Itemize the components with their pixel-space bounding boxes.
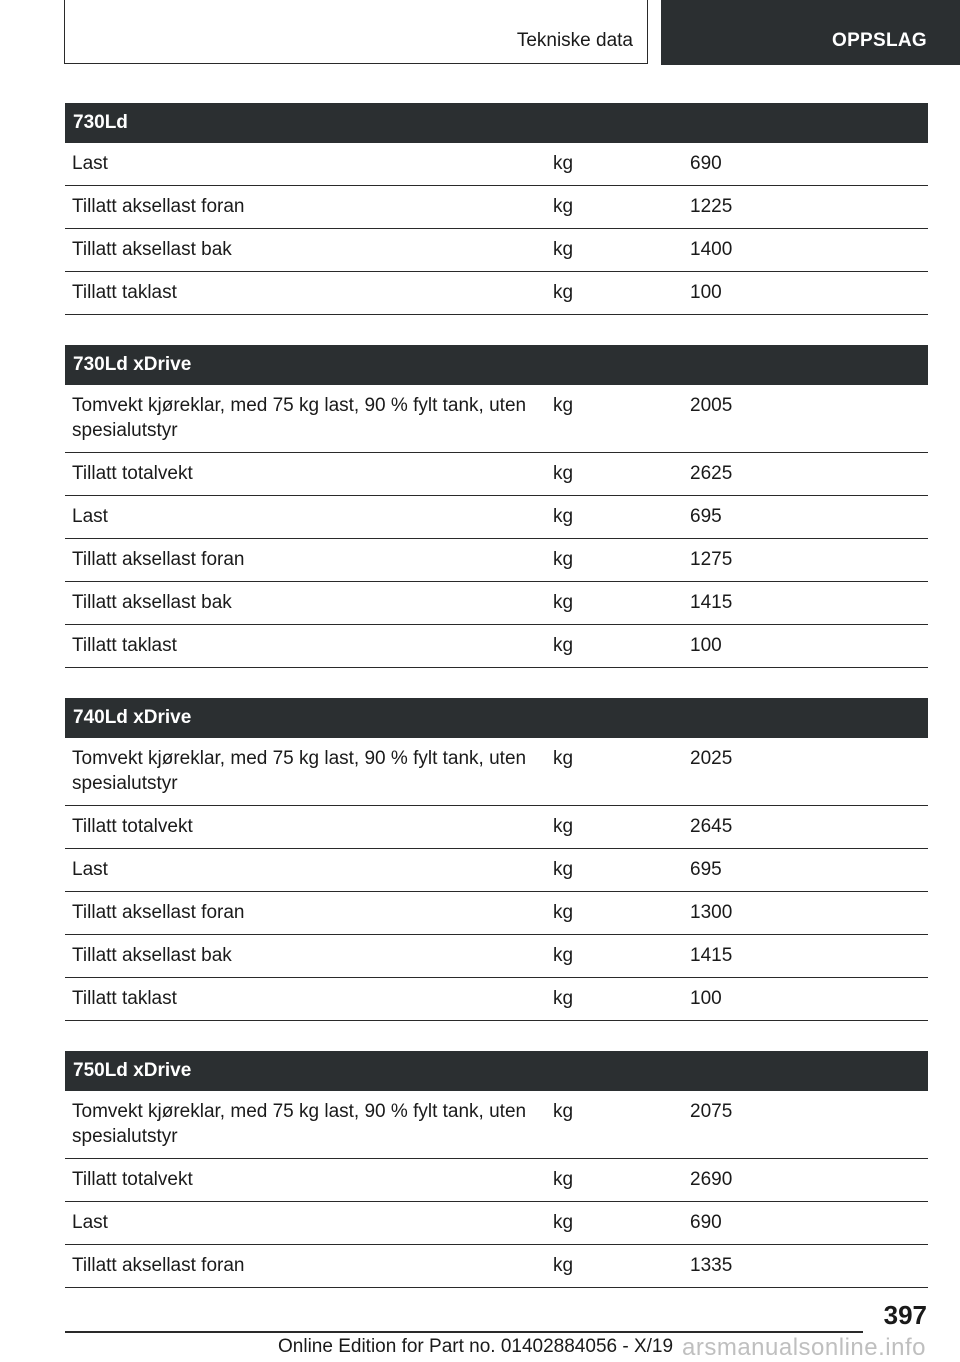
row-unit: kg [553, 816, 574, 837]
row-unit: kg [553, 153, 574, 174]
header-section-box [64, 0, 648, 64]
row-unit: kg [553, 239, 574, 260]
spec-tables [65, 103, 928, 1318]
row-label: Tillatt aksellast foran [72, 196, 245, 217]
row-label: Tomvekt kjøreklar, med 75 kg last, 90 % fylt tank, uten spesialutstyr [72, 748, 527, 794]
row-value: 1225 [690, 196, 733, 217]
row-value: 100 [690, 635, 722, 656]
row-label: Tillatt aksellast bak [72, 592, 232, 613]
row-value: 2005 [690, 395, 733, 416]
row-label: Tillatt taklast [72, 988, 177, 1009]
table-title: 740Ld xDrive [65, 698, 928, 738]
row-value: 2625 [690, 463, 733, 484]
row-label: Tillatt totalvekt [72, 816, 193, 837]
row-value: 1415 [690, 945, 733, 966]
row-value: 1335 [690, 1255, 733, 1276]
row-label: Last [72, 506, 108, 527]
row-unit: kg [553, 463, 574, 484]
row-label: Tillatt taklast [72, 635, 177, 656]
table-row [65, 272, 928, 315]
row-value: 100 [690, 988, 722, 1009]
row-unit: kg [553, 506, 574, 527]
row-unit: kg [553, 902, 574, 923]
row-label: Last [72, 1212, 108, 1233]
table-row [65, 892, 928, 935]
row-unit: kg [553, 945, 574, 966]
table-title: 730Ld xDrive [65, 345, 928, 385]
page-header [0, 0, 960, 66]
row-label: Tillatt aksellast foran [72, 549, 245, 570]
table-row [65, 1202, 928, 1245]
row-unit: kg [553, 988, 574, 1009]
row-value: 100 [690, 282, 722, 303]
footer-edition-text: Online Edition for Part no. 01402884056 - X/19 [278, 1336, 674, 1357]
row-label: Tillatt taklast [72, 282, 177, 303]
spec-table [65, 698, 928, 1021]
row-value: 2645 [690, 816, 733, 837]
row-value: 2075 [690, 1101, 733, 1122]
page-number: 397 [883, 1300, 927, 1330]
row-label: Tillatt aksellast foran [72, 1255, 245, 1276]
row-value: 695 [690, 859, 722, 880]
spec-table [65, 345, 928, 668]
row-unit: kg [553, 1169, 574, 1190]
row-unit: kg [553, 748, 574, 769]
spec-table [65, 103, 928, 315]
watermark: arsmanualsonline.info [682, 1334, 926, 1361]
header-chapter-label: OPPSLAG [831, 30, 927, 51]
header-chapter-box [661, 0, 960, 65]
row-label: Tillatt aksellast foran [72, 902, 245, 923]
header-section-label: Tekniske data [516, 30, 633, 51]
table-row [65, 1091, 928, 1159]
footer-divider [65, 1331, 863, 1333]
table-row [65, 1159, 928, 1202]
table-row [65, 849, 928, 892]
row-unit: kg [553, 1212, 574, 1233]
row-unit: kg [553, 859, 574, 880]
table-row [65, 738, 928, 806]
row-label: Tomvekt kjøreklar, med 75 kg last, 90 % fylt tank, uten spesialutstyr [72, 395, 527, 441]
row-unit: kg [553, 1101, 574, 1122]
table-row [65, 935, 928, 978]
row-label: Tillatt totalvekt [72, 463, 193, 484]
row-value: 2690 [690, 1169, 733, 1190]
row-label: Last [72, 859, 108, 880]
row-label: Tillatt aksellast bak [72, 945, 232, 966]
row-value: 1275 [690, 549, 733, 570]
row-value: 695 [690, 506, 722, 527]
table-row [65, 806, 928, 849]
table-title: 730Ld [65, 103, 928, 143]
table-row [65, 385, 928, 453]
row-unit: kg [553, 592, 574, 613]
row-label: Last [72, 153, 108, 174]
table-row [65, 625, 928, 668]
table-row [65, 978, 928, 1021]
row-unit: kg [553, 282, 574, 303]
table-row [65, 186, 928, 229]
table-title: 750Ld xDrive [65, 1051, 928, 1091]
table-row [65, 496, 928, 539]
row-unit: kg [553, 196, 574, 217]
row-unit: kg [553, 1255, 574, 1276]
row-label: Tomvekt kjøreklar, med 75 kg last, 90 % fylt tank, uten spesialutstyr [72, 1101, 527, 1147]
row-value: 1300 [690, 902, 733, 923]
table-row [65, 453, 928, 496]
row-unit: kg [553, 395, 574, 416]
spec-table [65, 1051, 928, 1288]
row-unit: kg [553, 549, 574, 570]
row-value: 2025 [690, 748, 733, 769]
row-value: 1415 [690, 592, 733, 613]
row-label: Tillatt totalvekt [72, 1169, 193, 1190]
row-value: 690 [690, 153, 722, 174]
table-row [65, 229, 928, 272]
row-value: 690 [690, 1212, 722, 1233]
table-row [65, 539, 928, 582]
row-unit: kg [553, 635, 574, 656]
table-row [65, 143, 928, 186]
row-label: Tillatt aksellast bak [72, 239, 232, 260]
row-value: 1400 [690, 239, 733, 260]
table-row [65, 1245, 928, 1288]
table-row [65, 582, 928, 625]
